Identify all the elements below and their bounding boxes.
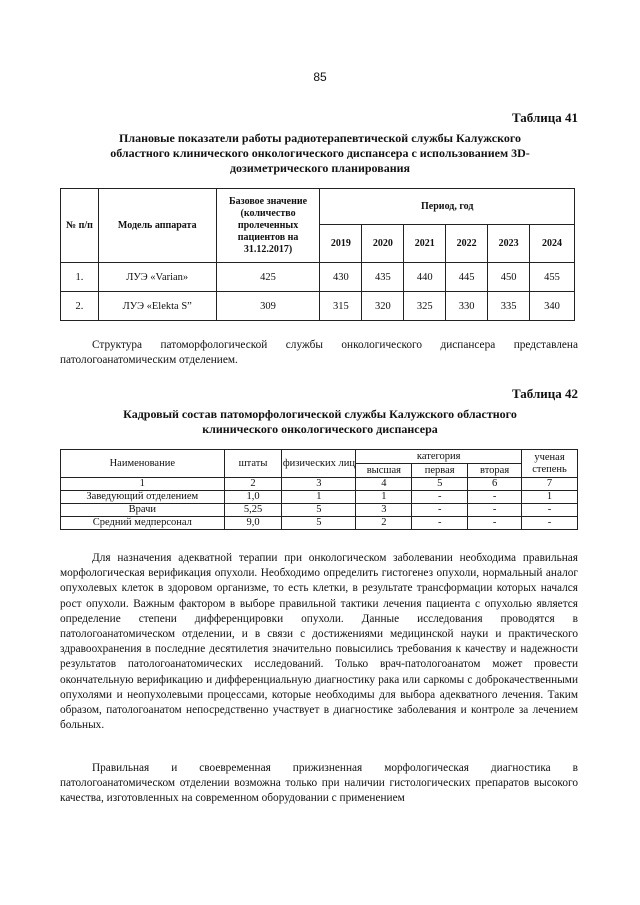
cell-staff: 1,0 (224, 491, 282, 504)
table41 (60, 188, 575, 321)
cell-value: 445 (446, 263, 488, 292)
header-year: 2021 (404, 225, 446, 263)
cell-value: 315 (320, 292, 362, 321)
cell-base: 309 (216, 292, 320, 321)
header-year: 2020 (362, 225, 404, 263)
header-year: 2019 (320, 225, 362, 263)
cell-persons: 1 (282, 491, 356, 504)
cell-second: - (468, 517, 522, 530)
table41-title-line: дозиметрического планирования (229, 161, 411, 175)
column-number: 5 (412, 478, 468, 491)
cell-base: 425 (216, 263, 320, 292)
table-row (61, 504, 578, 517)
table-row (61, 491, 578, 504)
cell-model: ЛУЭ «Varian» (98, 263, 216, 292)
table41-title-line: областного клинического онкологического диспансера с использованием 3D- (110, 146, 530, 160)
cell-model: ЛУЭ «Elekta S” (98, 292, 216, 321)
cell-persons: 5 (282, 517, 356, 530)
cell-first: - (412, 517, 468, 530)
table42-title-line: клинического онкологического диспансера (202, 422, 438, 436)
cell-persons: 5 (282, 504, 356, 517)
table-row (61, 292, 575, 321)
header-year: 2024 (530, 225, 575, 263)
table42-title (60, 407, 580, 437)
cell-num: 2. (61, 292, 99, 321)
cell-degree: - (522, 504, 578, 517)
page-number: 85 (313, 70, 327, 84)
cell-value: 450 (488, 263, 530, 292)
cell-name: Врачи (61, 504, 225, 517)
header-base: Базовое значение (количество пролеченных пациентов на 31.12.2017) (216, 189, 320, 263)
table41-title-line: Плановые показатели работы радиотерапевтической службы Калужского (119, 131, 521, 145)
paragraph-verification: Для назначения адекватной терапии при онкологическом заболевании необходима правильная морфологическая верификация опухоли. Необходимо определить гистогенез опухоли, нормальный аналог опухолевых клеток в здоровом организме, то есть клетки, в результате трансформации которых начался рост опухоли. Важным фактором в выборе правильной тактики лечения пациента с опухолью является определение степени дифференцировки опухоли. Данные исследования проводятся в патологоанатомическом отделении, и в связи с достижениями медицинской науки и практического здравоохранения в последние десятилетия значительно повысились требования к качеству и надежности результатов патологоанатомических исследований. Только врач-патологоанатом может провести окончательную верификацию и дифференциальную диагностику рака или саркомы с доброкачественными опухолями и неопухолевыми процессами, которые необходимы для выбора адекватного лечения. Таким образом, патологоанатом непосредственно участвует в диагностике заболевания и контроле за лечением больных. (60, 552, 578, 732)
header-persons: физических лиц (282, 450, 356, 478)
table41-label: Таблица 41 (511, 110, 578, 125)
header-name: Наименование (61, 450, 225, 478)
cell-value: 325 (404, 292, 446, 321)
header-second: вторая (468, 464, 522, 478)
cell-first: - (412, 504, 468, 517)
cell-name: Заведующий отделением (61, 491, 225, 504)
column-number: 4 (356, 478, 412, 491)
paragraph-structure: Структура патоморфологической службы онкологического диспансера представлена патологоанатомическим отделением. (60, 339, 578, 367)
table-row (61, 517, 578, 530)
column-number-row (61, 478, 578, 491)
header-year: 2022 (446, 225, 488, 263)
cell-value: 435 (362, 263, 404, 292)
header-category: категория (356, 450, 522, 464)
cell-value: 340 (530, 292, 575, 321)
cell-second: - (468, 504, 522, 517)
column-number: 2 (224, 478, 282, 491)
column-number: 1 (61, 478, 225, 491)
cell-value: 430 (320, 263, 362, 292)
cell-degree: 1 (522, 491, 578, 504)
cell-degree: - (522, 517, 578, 530)
header-staff: штаты (224, 450, 282, 478)
table42-label: Таблица 42 (511, 386, 578, 401)
column-number: 7 (522, 478, 578, 491)
cell-staff: 9,0 (224, 517, 282, 530)
table41-title (60, 131, 580, 176)
cell-second: - (468, 491, 522, 504)
header-year: 2023 (488, 225, 530, 263)
cell-highest: 3 (356, 504, 412, 517)
cell-highest: 1 (356, 491, 412, 504)
cell-first: - (412, 491, 468, 504)
header-model: Модель аппарата (98, 189, 216, 263)
cell-value: 330 (446, 292, 488, 321)
cell-staff: 5,25 (224, 504, 282, 517)
cell-name: Средний медперсонал (61, 517, 225, 530)
column-number: 6 (468, 478, 522, 491)
header-period: Период, год (320, 189, 575, 225)
table42 (60, 449, 578, 530)
header-num: № п/п (61, 189, 99, 263)
column-number: 3 (282, 478, 356, 491)
table42-title-line: Кадровый состав патоморфологической службы Калужского областного (123, 407, 517, 421)
header-first: первая (412, 464, 468, 478)
header-degree: ученая степень (522, 450, 578, 478)
header-highest: высшая (356, 464, 412, 478)
table-row (61, 263, 575, 292)
cell-value: 320 (362, 292, 404, 321)
cell-value: 335 (488, 292, 530, 321)
paragraph-diagnostics: Правильная и своевременная прижизненная морфологическая диагностика в патологоанатомическом отделении возможна только при наличии гистологических препаратов высокого качества, изготовленных на современном оборудовании с применением (60, 762, 578, 805)
cell-value: 455 (530, 263, 575, 292)
cell-num: 1. (61, 263, 99, 292)
cell-highest: 2 (356, 517, 412, 530)
cell-value: 440 (404, 263, 446, 292)
